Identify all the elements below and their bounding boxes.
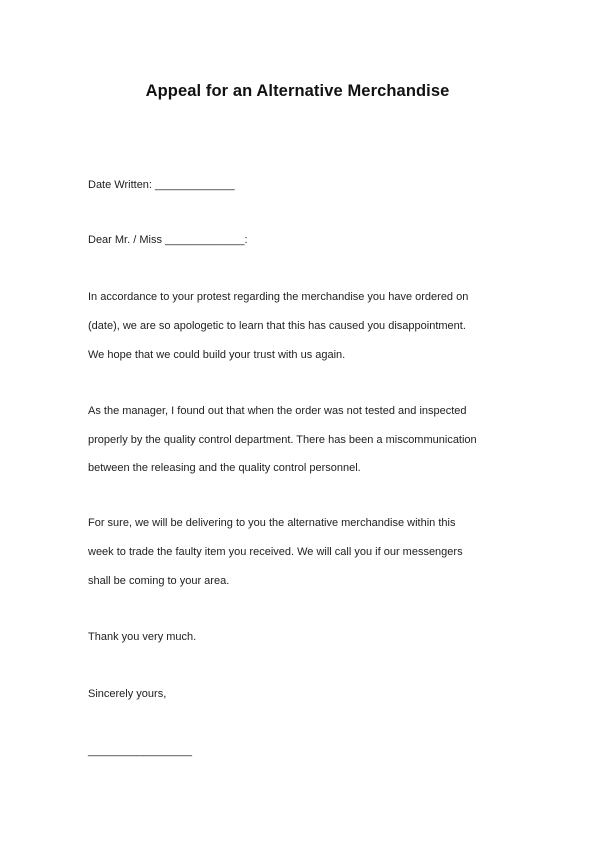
paragraph-2-line-2: properly by the quality control department. There has been a miscommunication xyxy=(88,434,477,446)
thanks-line: Thank you very much. xyxy=(88,631,197,643)
paragraph-1-line-1: In accordance to your protest regarding the merchandise you have ordered on xyxy=(88,291,469,303)
paragraph-2-line-1: As the manager, I found out that when the order was not tested and inspected xyxy=(88,405,467,417)
salutation-line: Dear Mr. / Miss _____________: xyxy=(88,234,248,246)
paragraph-3-line-2: week to trade the faulty item you received. We will call you if our messengers xyxy=(88,546,463,558)
paragraph-1-line-3: We hope that we could build your trust with us again. xyxy=(88,349,346,361)
paragraph-2-line-3: between the releasing and the quality control personnel. xyxy=(88,462,361,474)
paragraph-1-line-2: (date), we are so apologetic to learn that this has caused you disappointment. xyxy=(88,320,466,332)
document-title: Appeal for an Alternative Merchandise xyxy=(145,82,450,100)
date-written-line: Date Written: _____________ xyxy=(88,179,235,191)
closing-line: Sincerely yours, xyxy=(88,688,167,700)
signature-line: _________________ xyxy=(88,745,193,757)
paragraph-3-line-3: shall be coming to your area. xyxy=(88,575,230,587)
paragraph-3-line-1: For sure, we will be delivering to you the alternative merchandise within this xyxy=(88,517,456,529)
